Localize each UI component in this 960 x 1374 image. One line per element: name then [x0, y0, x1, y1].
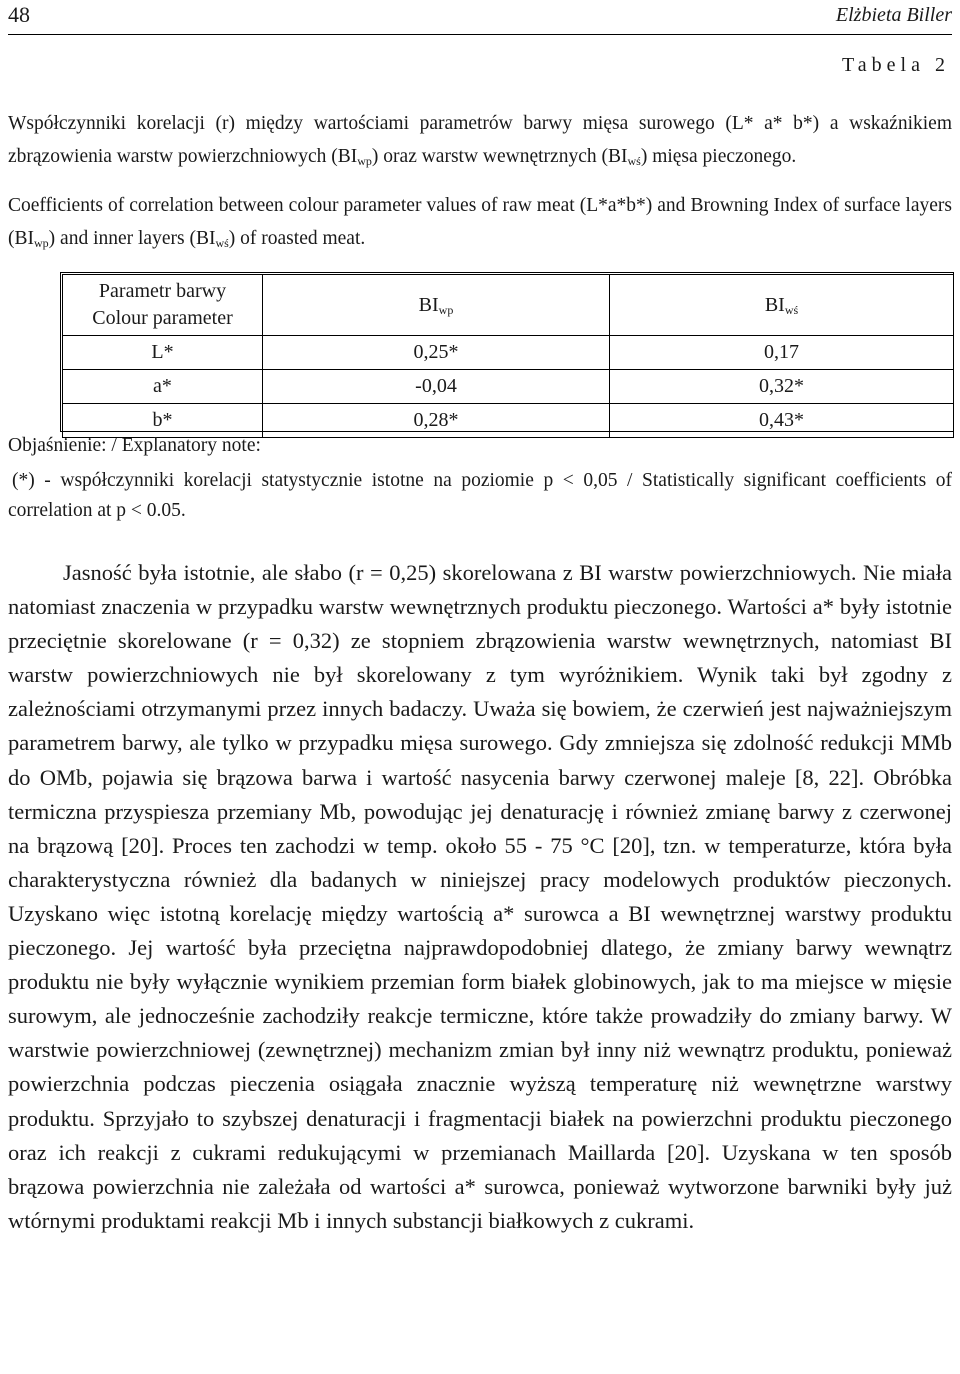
cell-bi-ws: 0,43* — [610, 404, 954, 438]
caption-en-sub-wp: wp — [34, 236, 49, 250]
header-bi-wp-sub: wp — [438, 302, 454, 317]
table-row — [63, 404, 954, 438]
header-bi-wp-main: BI — [418, 293, 439, 316]
header-bi-wp — [263, 275, 610, 336]
cell-bi-wp: 0,28* — [263, 404, 610, 438]
caption-en-part-1: Coefficients of correlation between colour parameter values of raw meat (L*a*b*) and Browning Index of surface layers (BI — [8, 195, 952, 249]
caption-en-sub-ws: wś — [215, 236, 229, 250]
body-paragraph: Jasność była istotnie, ale słabo (r = 0,25) skorelowana z BI warstw powierzchniowych. Nie miała natomiast znaczenia w przypadku warstw wewnętrznych produktu pieczonego. Wartości a* były istotnie przeciętnie skorelowane (r = 0,32) ze stopniem zbrązowienia warstw wewnętrznych, natomiast BI warstw powierzchniowych nie był skorelowany z tym wyróżnikiem. Wynik taki był zgodny z zależnościami otrzymanymi przez innych badaczy. Uważa się bowiem, że czerwień jest najważniejszym parametrem barwy, ale tylko w przypadku mięsa surowego. Gdy zmniejsza się zdolność redukcji MMb do OMb, pojawia się brązowa barwa i wartość nasycenia barwy czerwonej maleje [8, 22]. Obróbka termiczna przyspiesza przemiany Mb, powodując jej denaturację i również zmianę barwy z czerwonej na brązową [20]. Proces ten zachodzi w temp. około 55 - 75 °C [20], tzn. w temperaturze, która była charakterystyczna również dla badanych w niniejszej pracy modelowych produktów pieczonych. Uzyskano więc istotną korelację między wartością a* surowca a BI wewnętrznej warstwy produktu pieczonego. Jej wartość była przeciętna najprawdopodobniej dlatego, że zmiany barwy wewnątrz produktu nie były wyłącznie wynikiem przemian form białek globinowych, jak to ma miejsce w mięsie surowym, ale jednocześnie zachodziły reakcje termiczne, które także prowadziły do zmiany barwy. W warstwie powierzchniowej (zewnętrznej) mechanizm zmian był inny niż wewnątrz produktu, ponieważ powierzchnia podczas pieczenia osiągała znacznie wyższą temperaturę niż wewnętrzne warstwy produktu. Sprzyjało to szybszej denaturacji i fragmentacji białek na powierzchni produktu pieczonego oraz ich reakcji z cukrami redukującymi w przemianach Maillarda [20]. Uzyskana w ten sposób brązowa powierzchnia nie zależała od wartości a* surowca, ponieważ wytworzone barwniki były już wtórnymi produktami reakcji Mb i innych substancji białkowych z cukrami. — [8, 560, 952, 1233]
correlation-table — [62, 274, 954, 438]
caption-pl-part-3: ) mięsa pieczonego. — [640, 146, 797, 167]
table-note-text: (*) - współczynniki korelacji statystycznie istotne na poziomie p < 0,05 / Statistically significant coefficients of correlation at p < 0.05. — [8, 470, 952, 521]
header-param-pl: Parametr barwy — [98, 280, 227, 302]
running-author: Elżbieta Biller — [835, 4, 952, 26]
cell-param: b* — [63, 404, 263, 438]
header-bi-ws — [610, 275, 954, 336]
caption-en-part-3: ) of roasted meat. — [228, 228, 366, 249]
table-row — [63, 336, 954, 370]
header-bi-ws-sub: wś — [784, 302, 799, 317]
table-row — [63, 370, 954, 404]
cell-bi-wp: -0,04 — [263, 370, 610, 404]
page-number: 48 — [8, 2, 30, 27]
table-note-title: Objaśnienie: / Explanatory note: — [8, 435, 261, 456]
caption-en-part-2: ) and inner layers (BI — [48, 228, 216, 249]
header-bi-ws-main: BI — [764, 293, 785, 316]
cell-param: L* — [63, 336, 263, 370]
table-caption-english — [8, 189, 952, 255]
cell-bi-wp: 0,25* — [263, 336, 610, 370]
caption-pl-sub-ws: wś — [627, 154, 641, 168]
cell-param: a* — [63, 370, 263, 404]
caption-pl-part-2: ) oraz warstw wewnętrznych (BI — [371, 146, 628, 167]
header-colour-parameter — [63, 275, 263, 336]
caption-pl-sub-wp: wp — [357, 154, 372, 168]
table-label: Tabela 2 — [841, 54, 950, 76]
table-caption-polish — [8, 107, 952, 173]
running-header — [8, 0, 952, 35]
body-text — [8, 556, 952, 1238]
cell-bi-ws: 0,32* — [610, 370, 954, 404]
header-param-en: Colour parameter — [92, 307, 233, 329]
caption-pl-part-1: Współczynniki korelacji (r) między wartościami parametrów barwy mięsa surowego (L* a* b*) a wskaźnikiem zbrązowienia warstw powierzchniowych (BI — [8, 113, 952, 167]
cell-bi-ws: 0,17 — [610, 336, 954, 370]
table-header-row — [63, 275, 954, 336]
